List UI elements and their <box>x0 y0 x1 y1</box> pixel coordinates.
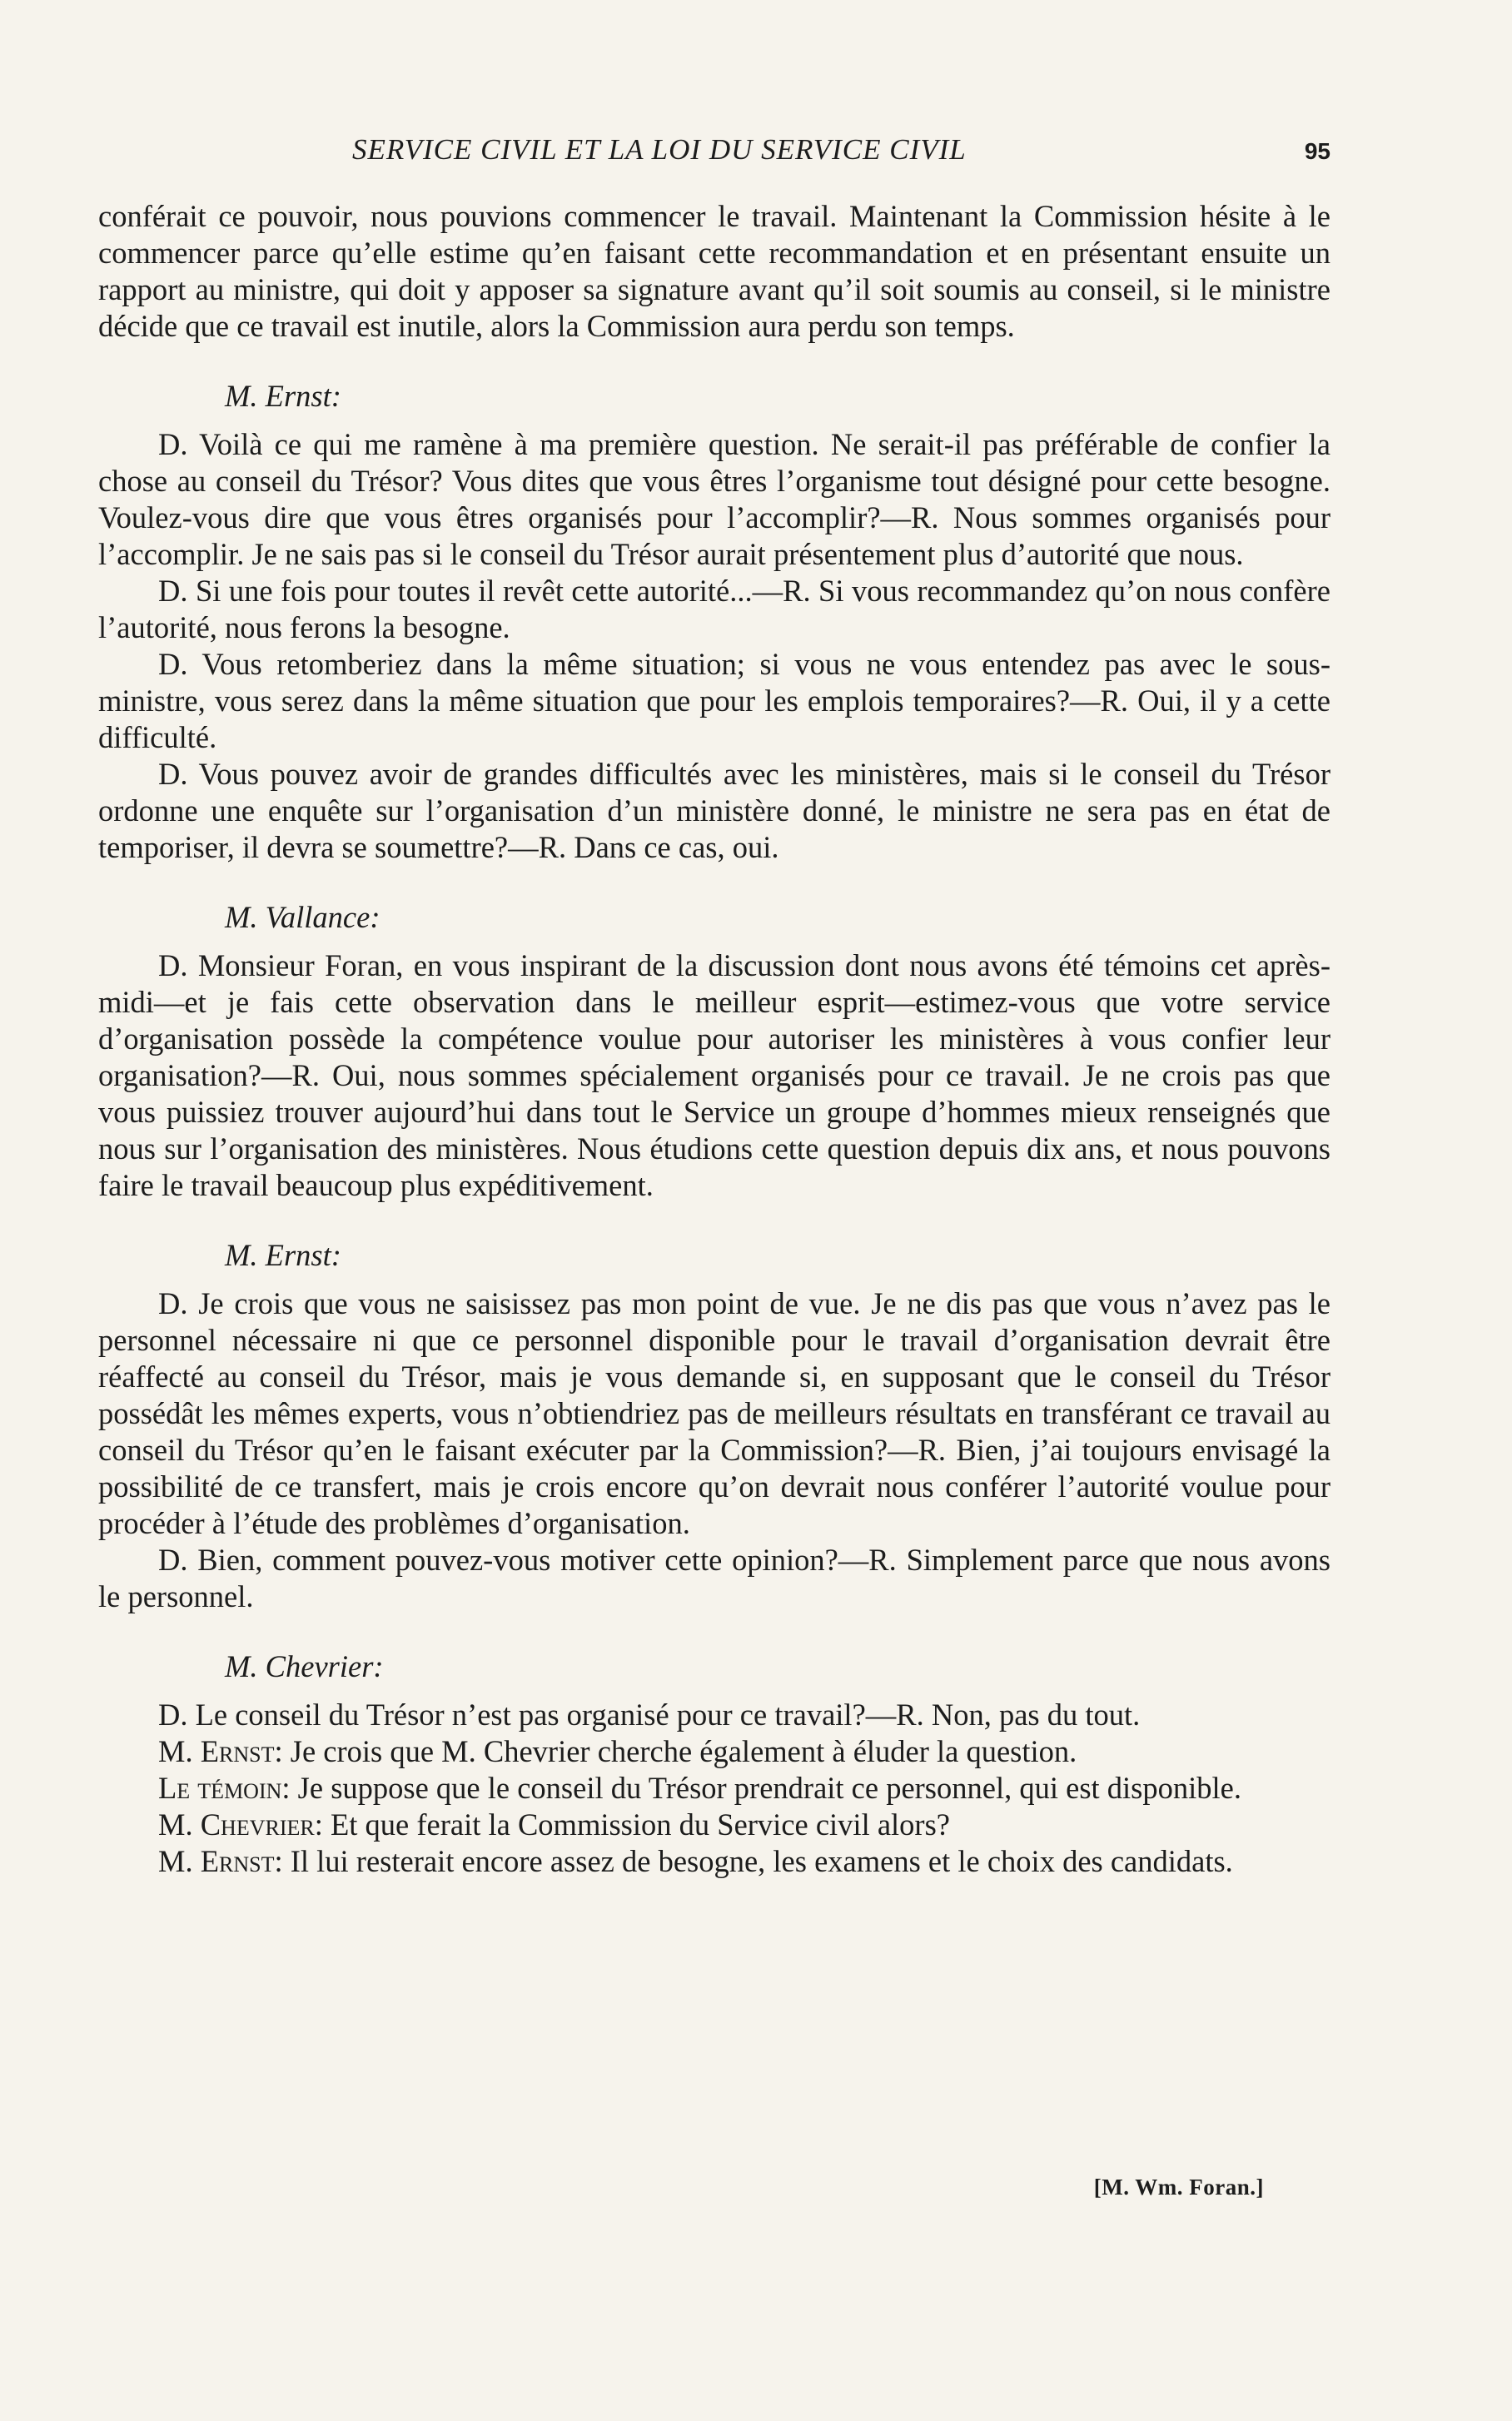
speaker-heading: M. Ernst: <box>225 379 341 413</box>
paragraph: D. Bien, comment pouvez-vous motiver cette opinion?—R. Simplement parce que nous avons le personnel. <box>98 1543 1330 1613</box>
speaker-heading: M. Ernst: <box>225 1238 341 1272</box>
paragraph-text: Il lui resterait encore assez de besogne, les examens et le choix des candidats. <box>282 1844 1233 1878</box>
paragraph: D. Le conseil du Trésor n’est pas organisé pour ce travail?—R. Non, pas du tout. <box>158 1698 1141 1732</box>
paragraph-text: Je suppose que le conseil du Trésor prendrait ce personnel, qui est disponible. <box>290 1771 1241 1805</box>
speaker-name: M. Ernst: <box>158 1844 283 1878</box>
paragraph: D. Voilà ce qui me ramène à ma première question. Ne serait-il pas préférable de confier la chose au conseil du Trésor? Vous dites que vous êtres l’organisme tout désigné pour cette besogne. Voulez-vous dire que vous êtres organisés pour l’accomplir?—R. Nous sommes organisés pour l’accomplir. Je ne sais pas si le conseil du Trésor aurait présentement plus d’autorité que nous. <box>98 427 1330 571</box>
page-header <box>98 133 1330 175</box>
speaker-name: Le témoin: <box>158 1771 291 1805</box>
paragraph <box>98 1843 1330 1880</box>
paragraph-text: Je crois que M. Chevrier cherche également à éluder la question. <box>282 1734 1077 1768</box>
paragraph <box>98 1807 1330 1843</box>
paragraph <box>98 1770 1330 1807</box>
paragraph: conférait ce pouvoir, nous pouvions commencer le travail. Maintenant la Commission hésite à le commencer parce qu’elle estime qu’en faisant cette recommandation et en présentant ensuite un rapport au ministre, qui doit y apposer sa signature avant qu’il soit soumis au conseil, si le ministre décide que ce travail est inutile, alors la Commission aura perdu son temps. <box>98 199 1330 343</box>
paragraph: D. Je crois que vous ne saisissez pas mon point de vue. Je ne dis pas que vous n’avez pas le personnel nécessaire ni que ce personnel disponible pour le travail d’organisation devrait être réaffecté au conseil du Trésor, mais je vous demande si, en supposant que le conseil du Trésor possédât les mêmes experts, vous n’obtiendriez pas de meilleurs résultats en transférant ce travail au conseil du Trésor qu’en le faisant exécuter par la Commission?—R. Bien, j’ai toujours envisagé la possibilité de ce transfert, mais je crois encore qu’on devrait nous conférer l’autorité voulue pour procéder à l’étude des problèmes d’organisation. <box>98 1286 1330 1540</box>
speaker-name: M. Chevrier: <box>158 1807 323 1842</box>
speaker-heading: M. Chevrier: <box>225 1649 384 1683</box>
speaker-reference: [M. Wm. Foran.] <box>1093 2175 1264 2200</box>
speaker-heading: M. Vallance: <box>225 900 380 934</box>
paragraph-text: Et que ferait la Commission du Service civil alors? <box>322 1807 950 1842</box>
speaker-name: M. Ernst: <box>158 1734 283 1768</box>
paragraph <box>98 1733 1330 1770</box>
paragraph: D. Vous pouvez avoir de grandes difficultés avec les ministères, mais si le conseil du Trésor ordonne une enquête sur l’organisation d’un ministère donné, le ministre ne sera pas en état de temporiser, il devra se soumettre?—R. Dans ce cas, oui. <box>98 757 1330 864</box>
page-number: 95 <box>1304 138 1330 164</box>
paragraph: D. Si une fois pour toutes il revêt cette autorité...—R. Si vous recommandez qu’on nous confère l’autorité, nous ferons la besogne. <box>98 574 1330 644</box>
paragraph: D. Monsieur Foran, en vous inspirant de la discussion dont nous avons été témoins cet après-midi—et je fais cette observation dans le meilleur esprit—estimez-vous que votre service d’organisation possède la compétence voulue pour autoriser les ministères à vous confier leur organisation?—R. Oui, nous sommes spécialement organisés pour ce travail. Je ne crois pas que vous puissiez trouver aujourd’hui dans tout le Service un groupe d’hommes mieux renseignés que nous sur l’organisation des ministères. Nous étudions cette question depuis dix ans, et nous pouvons faire le travail beaucoup plus expéditivement. <box>98 948 1330 1202</box>
paragraph: D. Vous retomberiez dans la même situation; si vous ne vous entendez pas avec le sous-ministre, vous serez dans la même situation que pour les emplois temporaires?—R. Oui, il y a cette difficulté. <box>98 647 1330 754</box>
running-title: SERVICE CIVIL ET LA LOI DU SERVICE CIVIL <box>352 133 967 166</box>
page-body <box>98 198 1330 1880</box>
